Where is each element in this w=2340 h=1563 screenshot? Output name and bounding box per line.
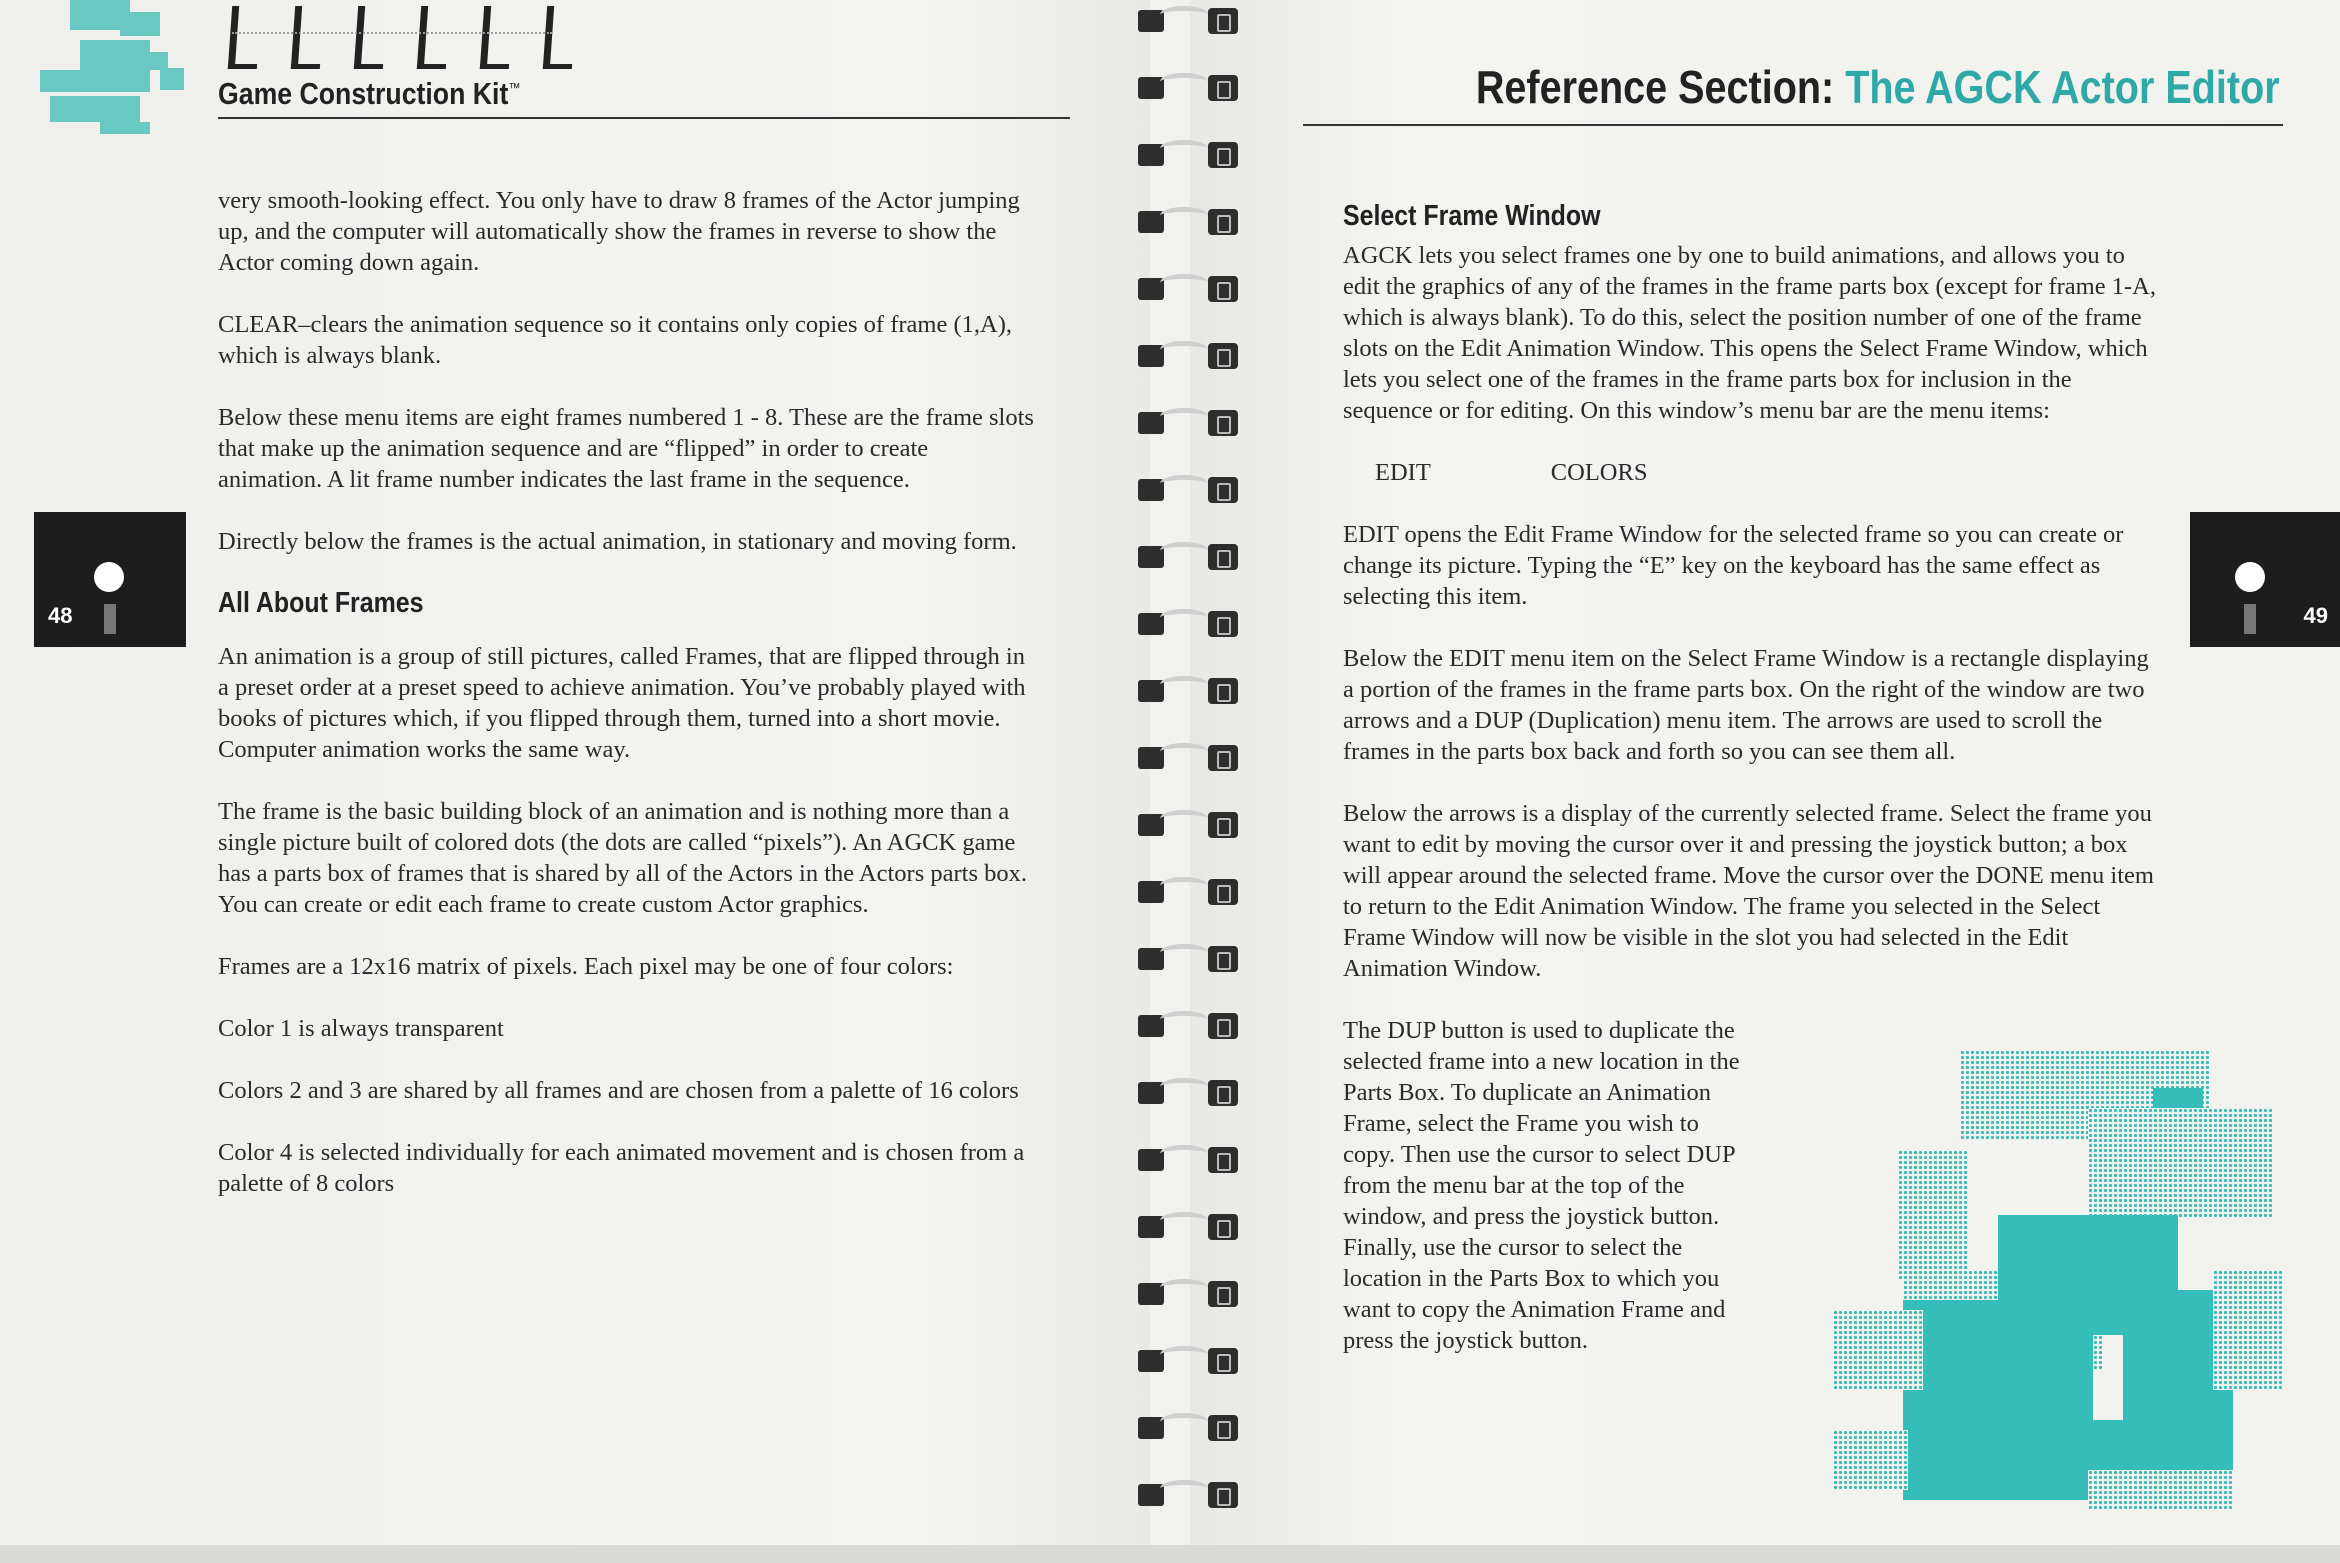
text-line: want to copy the Animation Frame and — [1343, 1296, 1726, 1323]
logo-wordmark — [230, 6, 574, 69]
paragraph: CLEAR–clears the animation sequence so it contains only copies of frame (1,A), which is always blank. — [218, 311, 1012, 369]
left-body — [218, 185, 1038, 1230]
paragraph: The frame is the basic building block of an animation and is nothing more than a single picture built of colored dots (the dots are called “pixels”). An AGCK game has a parts box of frames that is shared by all of the Actors in the Actors parts box. You can create or edit each frame to create custom Actor graphics. — [218, 798, 1027, 918]
spiral-coil — [1130, 1409, 1250, 1443]
spiral-coil — [1130, 605, 1250, 639]
page-title: Reference Section: The AGCK Actor Editor — [1476, 61, 2280, 113]
text-line: window, and press the joystick button. — [1343, 1203, 1720, 1230]
page-tab — [2190, 512, 2340, 647]
logo-graphic — [40, 0, 190, 135]
paragraph: Colors 2 and 3 are shared by all frames and are chosen from a palette of 16 colors — [218, 1077, 1019, 1104]
paragraph: EDIT opens the Edit Frame Window for the selected frame so you can create or change its picture. Typing the “E” key on the keyboard has the same effect as selecting this item. — [1343, 521, 2124, 610]
text-line: selected frame into a new location in the — [1343, 1048, 1740, 1075]
menu-item-colors: COLORS — [1550, 459, 1648, 486]
spiral-coil — [1130, 672, 1250, 706]
left-page — [0, 0, 1150, 1545]
spiral-coil — [1130, 337, 1250, 371]
teal-pixel-graphic — [1833, 1020, 2283, 1510]
spiral-coil — [1130, 69, 1250, 103]
page-number: 49 — [2303, 603, 2328, 628]
paragraph: Below the arrows is a display of the currently selected frame. Select the frame you want to edit by moving the cursor over it and pressing the joystick button; a box will appear around the selected frame. Move the cursor over the DONE menu item to return to the Edit Animation Window. The frame you selected in the Select Frame Window will now be visible in the slot you had selected in the Edit Animation Window. — [1343, 800, 2154, 982]
text-line: Finally, use the cursor to select the — [1343, 1234, 1683, 1261]
header-rule — [218, 117, 1070, 119]
spiral-coil — [1130, 136, 1250, 170]
paragraph: Below these menu items are eight frames numbered 1 - 8. These are the frame slots that make up the animation sequence and are “flipped” in order to create animation. A lit frame number indicates the last frame in the sequence. — [218, 404, 1034, 493]
paragraph: Frames are a 12x16 matrix of pixels. Each pixel may be one of four colors: — [218, 953, 954, 980]
spiral-binding — [1130, 0, 1250, 1545]
spiral-coil — [1130, 270, 1250, 304]
header-title: Game Construction Kit™ — [218, 76, 521, 111]
text-line: from the menu bar at the top of the — [1343, 1172, 1685, 1199]
spiral-coil — [1130, 2, 1250, 36]
page-tab — [34, 512, 186, 647]
header-dotted-rule — [232, 32, 552, 34]
spiral-coil — [1130, 1476, 1250, 1510]
text-line: press the joystick button. — [1343, 1327, 1588, 1354]
paragraph: An animation is a group of still pictures, called Frames, that are flipped through in a preset order at a preset speed to achieve animation. You’ve probably played with books of pictures which, if you flipped through them, turned into a short movie. Computer animation works the same way. — [218, 643, 1026, 763]
page-number: 48 — [48, 603, 73, 628]
section-heading: All About Frames — [218, 587, 424, 619]
paragraph: Below the EDIT menu item on the Select Frame Window is a rectangle displaying a portion of the frames in the frame parts box. On the right of the window are two arrows and a DUP (Duplication) menu item. The arrows are used to scroll the frames in the parts box back and forth so you can see them all. — [1343, 645, 2149, 765]
menu-item-edit: EDIT — [1375, 459, 1431, 486]
text-line: Parts Box. To duplicate an Animation — [1343, 1079, 1712, 1106]
text-line: location in the Parts Box to which you — [1343, 1265, 1720, 1292]
spiral-coil — [1130, 1275, 1250, 1309]
paragraph: Directly below the frames is the actual animation, in stationary and moving form. — [218, 528, 1017, 555]
spiral-coil — [1130, 471, 1250, 505]
spiral-coil — [1130, 404, 1250, 438]
spiral-coil — [1130, 1074, 1250, 1108]
section-heading: Select Frame Window — [1343, 200, 1601, 232]
menu-items-list — [1343, 457, 2163, 488]
text-line: copy. Then use the cursor to select DUP — [1343, 1141, 1736, 1168]
spiral-coil — [1130, 538, 1250, 572]
spiral-coil — [1130, 1342, 1250, 1376]
spiral-coil — [1130, 1007, 1250, 1041]
text-line: Frame, select the Frame you wish to — [1343, 1110, 1699, 1137]
paragraph: Color 4 is selected individually for each animated movement and is chosen from a palette of 8 colors — [218, 1139, 1025, 1197]
page-bottom-edge — [0, 1545, 2340, 1563]
paragraph: very smooth-looking effect. You only have to draw 8 frames of the Actor jumping up, and the computer will automatically show the frames in reverse to show the Actor coming down again. — [218, 187, 1020, 276]
spiral-coil — [1130, 739, 1250, 773]
spiral-coil — [1130, 873, 1250, 907]
text-line: The DUP button is used to duplicate the — [1343, 1017, 1735, 1044]
spiral-coil — [1130, 1141, 1250, 1175]
paragraph: Color 1 is always transparent — [218, 1015, 504, 1042]
paragraph: AGCK lets you select frames one by one to build animations, and allows you to edit the graphics of any of the frames in the frame parts box (except for frame 1-A, which is always blank). To do this, select the position number of one of the frame slots on the Edit Animation Window. This opens the Select Frame Window, which lets you select one of the frames in the frame parts box for inclusion in the sequence or for editing. On this window’s menu bar are the menu items: — [1343, 242, 2156, 424]
spiral-coil — [1130, 940, 1250, 974]
spiral-coil — [1130, 1208, 1250, 1242]
spiral-coil — [1130, 203, 1250, 237]
spiral-coil — [1130, 806, 1250, 840]
header-rule — [1303, 124, 2283, 126]
